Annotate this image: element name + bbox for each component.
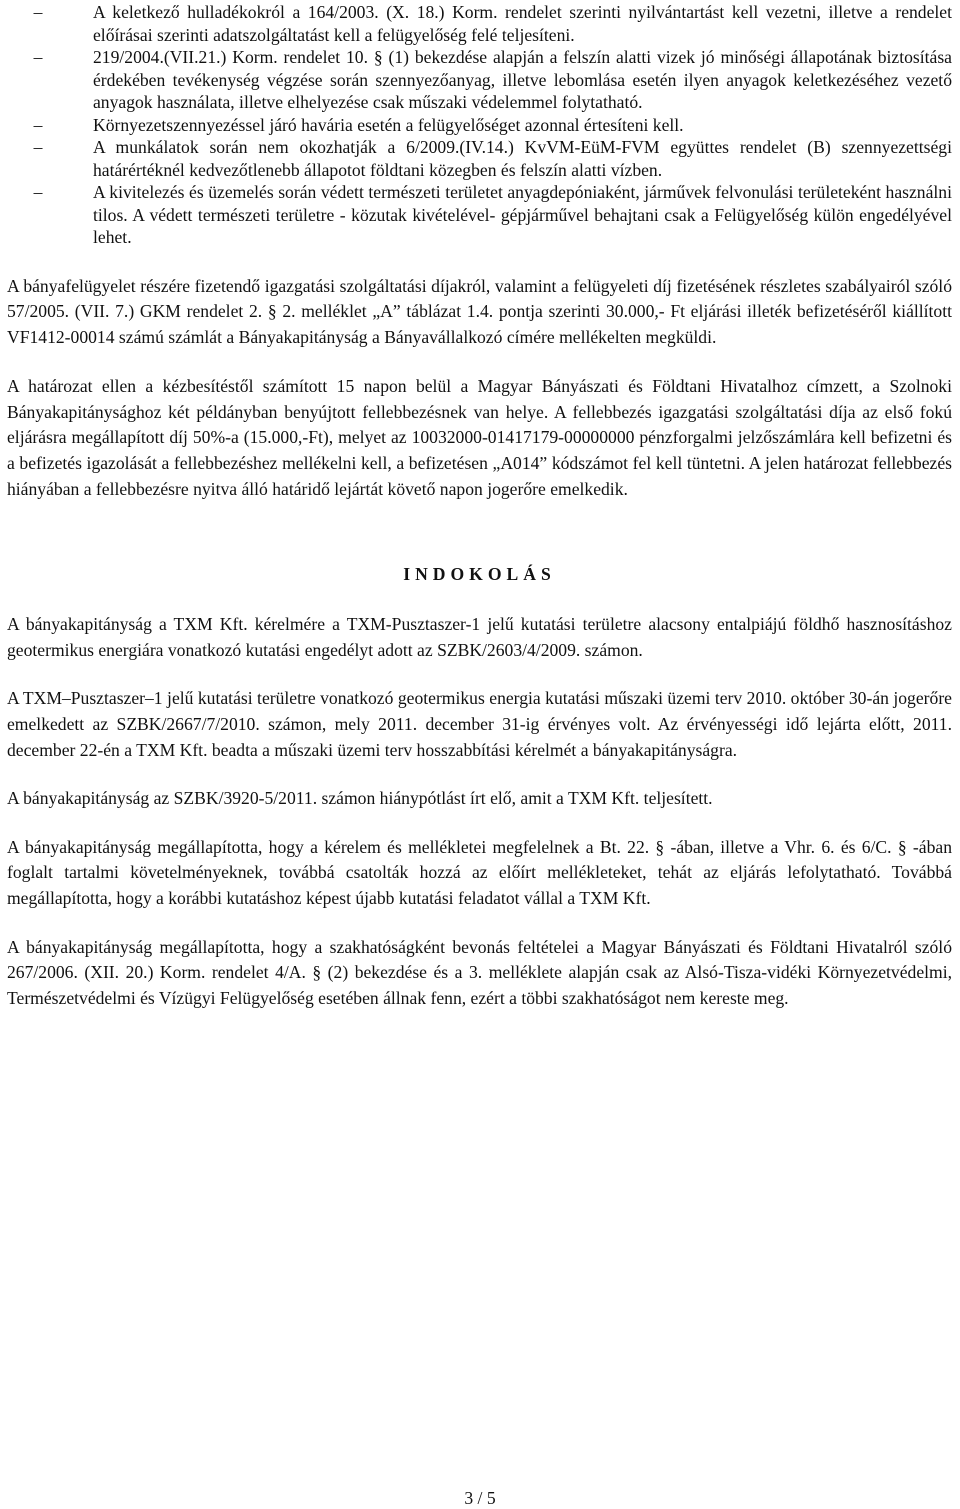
- list-item-text: A kivitelezés és üzemelés során védett természeti területet anyagdepóniaként, járművek felvonulási területeként használni tilos. A védett természeti területre - közutak kivételével- gépjárművel behajtani csak a Felügyelőség külön engedélyével lehet.: [93, 182, 952, 247]
- dash-bullet-icon: –: [33, 47, 43, 67]
- list-item-text: Környezetszennyezéssel járó havária esetén a felügyelőséget azonnal értesíteni kell.: [93, 114, 684, 135]
- appeal-paragraph: A határozat ellen a kézbesítéstől számított 15 napon belül a Magyar Bányászati és Földtani Hivatalhoz címzett, a Szolnoki Bányakapitánysághoz két példányban benyújtott fellebbezésnek van helye. A fellebbezés igazgatási szolgáltatási díja az első fokú eljárásra megállapított díj 50%-a (15.000,-Ft), melyet az 10032000-01417179-00000000 pénzforgalmi jelzőszámlára kell befizetni és a befizetés igazolását a fellebbezéshez mellékelni kell, a befizetésen „A014” kódszámot fel kell tüntetni. A jelen határozat fellebbezés hiányában a fellebbezésre nyitva álló határidő lejártát követő napon jogerőre emelkedik.: [7, 376, 952, 499]
- list-item: [7, 181, 952, 249]
- list-item: [7, 1, 952, 46]
- dash-bullet-icon: –: [33, 114, 43, 135]
- requirements-list: [7, 1, 952, 249]
- list-item-text: 219/2004.(VII.21.) Korm. rendelet 10. § (1) bekezdése alapján a felszín alatti vizek jó minőségi állapotának biztosítása érdekében tevékenység végzése során szennyezőanyag, illetve lebomlása esetén ilyen anyagok keletkezéséhez vezető anyagok használata, illetve elhelyezése csak műszaki védelemmel folytatható.: [93, 47, 952, 112]
- list-item-text: A keletkező hulladékokról a 164/2003. (X. 18.) Korm. rendelet szerinti nyilvántartást kell vezetni, illetve a rendelet előírásai szerinti adatszolgáltatást kell a felügyelőség felé teljesíteni.: [93, 2, 952, 45]
- reasoning-paragraph: A bányakapitányság a TXM Kft. kérelmére a TXM-Pusztaszer-1 jelű kutatási területre alacsony entalpiájú földhő hasznosításhoz geotermikus energiára vonatkozó kutatási engedélyt adott az SZBK/2603/4/2009. számon.: [7, 614, 952, 660]
- fee-paragraph: A bányafelügyelet részére fizetendő igazgatási szolgáltatási díjakról, valamint a felügyeleti díj fizetésének részletes szabályairól szóló 57/2005. (VII. 7.) GKM rendelet 2. § 2. melléklet „A” táblázat 1.4. pontja szerinti 30.000,- Ft eljárási illeték befizetéséről kiállított VF1412-00014 számú számlát a Bányakapitányság a Bányavállalkozó címére mellékelten megküldi.: [7, 275, 952, 347]
- reasoning-paragraph: A bányakapitányság megállapította, hogy a kérelem és mellékletei megfelelnek a Bt. 22. § -ában, illetve a Vhr. 6. és 6/C. § -ában foglalt tartalmi követelményeknek, továbbá csatolták hozzá az előírt mellékleteket, tehát az eljárás lefolytatható. Továbbá megállapította, hogy a korábbi kutatáshoz képest újabb kutatási feladatot vállal a TXM Kft.: [7, 836, 952, 908]
- list-item-text: A munkálatok során nem okozhatják a 6/2009.(IV.14.) KvVM-EüM-FVM együttes rendelet (B) szennyezettségi határértéknél kedvezőtlenebb állapotot földtani közegben és felszín alatti vízben.: [93, 137, 952, 180]
- reasoning-paragraph: A bányakapitányság az SZBK/3920-5/2011. számon hiánypótlást írt elő, amit a TXM Kft. teljesített.: [7, 788, 713, 809]
- dash-bullet-icon: –: [33, 137, 43, 157]
- list-item: [7, 46, 952, 114]
- list-item: [7, 136, 952, 181]
- list-item: [7, 114, 952, 137]
- dash-bullet-icon: –: [33, 182, 43, 202]
- reasoning-paragraph: A bányakapitányság megállapította, hogy a szakhatóságként bevonás feltételei a Magyar Bányászati és Földtani Hivatalról szóló 267/2006. (XII. 20.) Korm. rendelet 4/A. § (2) bekezdése és a 3. melléklete alapján csak az Alsó-Tisza-vidéki Környezetvédelmi, Természetvédelmi és Vízügyi Felügyelőség esetében állnak fenn, ezért a többi szakhatóságot nem kereste meg.: [7, 936, 952, 1008]
- page-number: 3 / 5: [464, 1488, 496, 1508]
- section-heading: INDOKOLÁS: [403, 564, 556, 585]
- reasoning-paragraph: A TXM–Pusztaszer–1 jelű kutatási területre vonatkozó geotermikus energia kutatási műszaki üzemi terv 2010. október 30-án jogerőre emelkedett az SZBK/2667/7/2010. számon, mely 2011. december 31-ig érvényes volt. Az érvényességi idő lejárta előtt, 2011. december 22-én a TXM Kft. beadta a műszaki üzemi terv hosszabbítási kérelmét a bányakapitányságra.: [7, 688, 952, 760]
- dash-bullet-icon: –: [33, 2, 43, 22]
